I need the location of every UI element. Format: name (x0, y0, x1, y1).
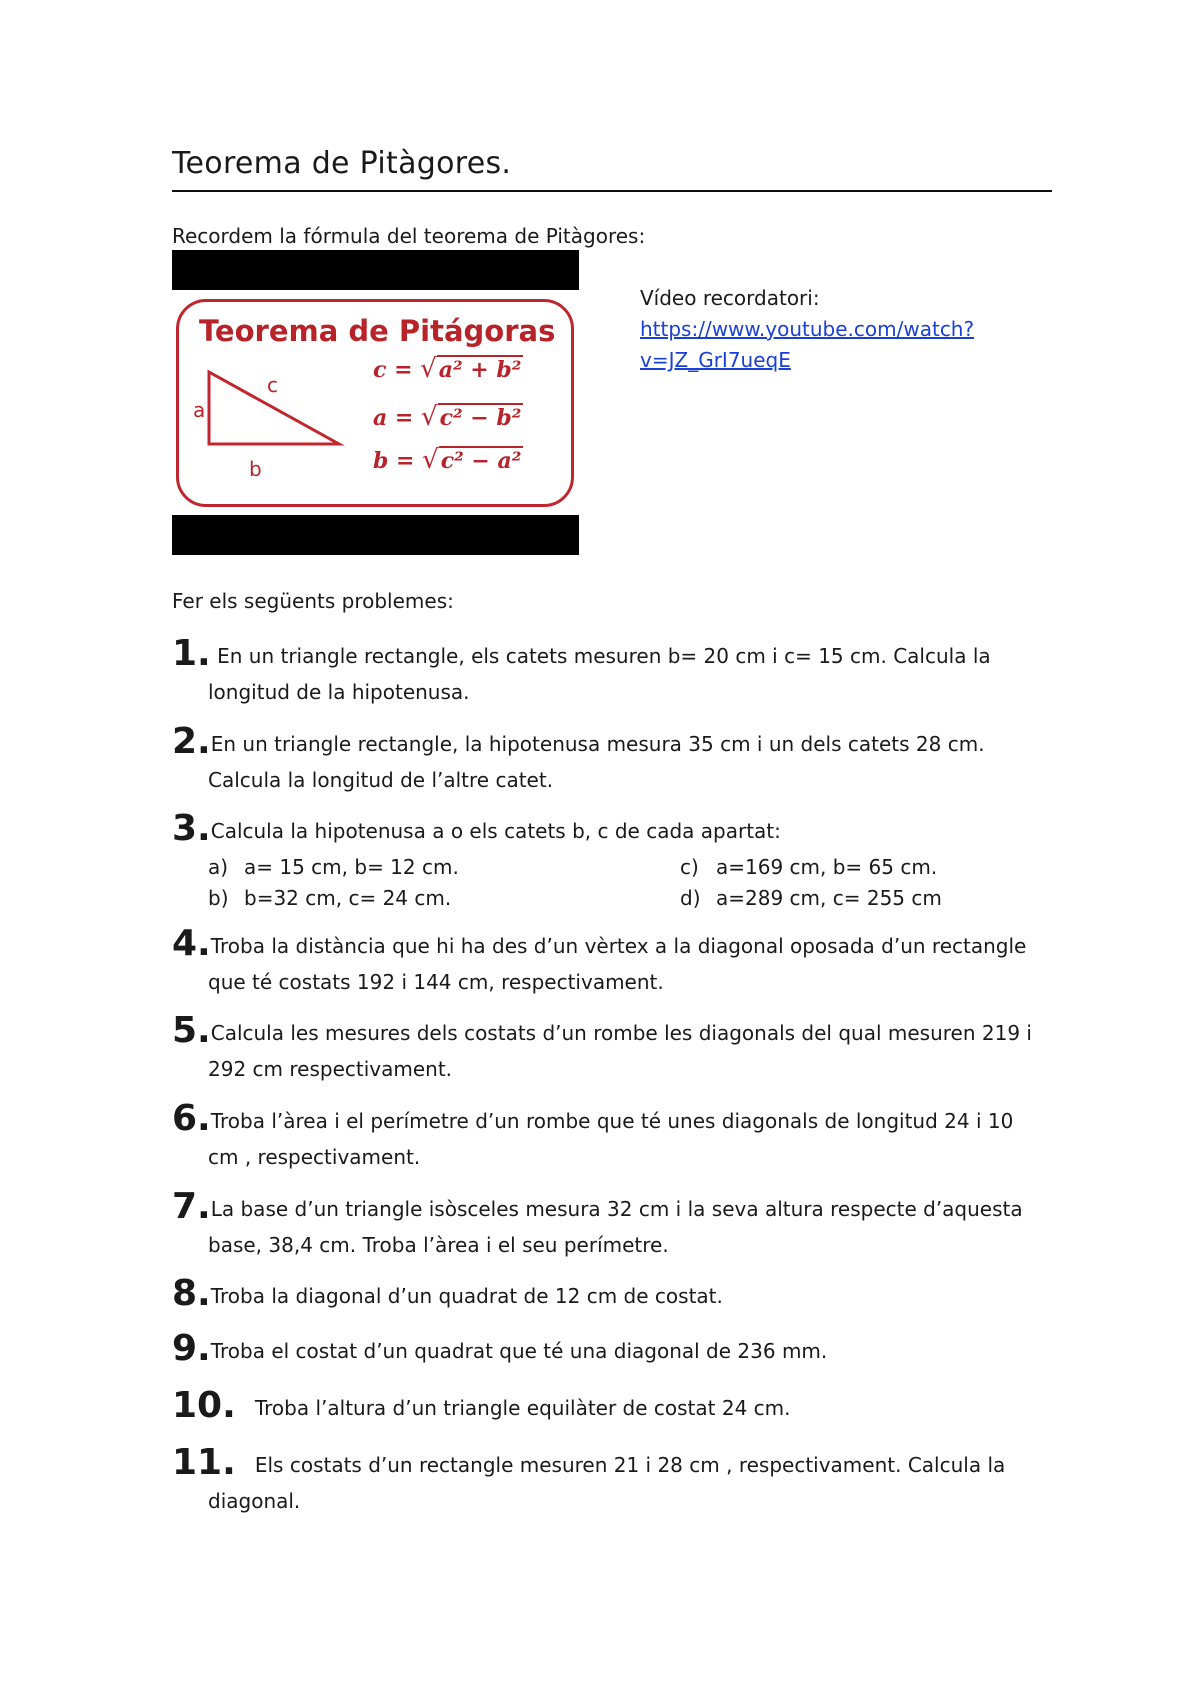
problem-number: 8. (172, 1273, 211, 1314)
subitem-b: b) b=32 cm, c= 24 cm. (208, 886, 452, 910)
problem-text: En un triangle rectangle, la hipotenusa mesura 35 cm i un dels catets 28 cm. (210, 732, 985, 756)
problem-number: 6. (172, 1098, 211, 1139)
problem-number: 11. (172, 1442, 236, 1483)
problem-text-cont: que té costats 192 i 144 cm, respectivament. (208, 970, 664, 994)
problem-2 (172, 721, 1052, 798)
figure-bottom-bar (172, 515, 579, 555)
problem-8 (172, 1273, 1052, 1314)
title-underline (172, 190, 1052, 192)
problem-text: Troba la diagonal d’un quadrat de 12 cm de costat. (210, 1284, 723, 1308)
pythagoras-figure (172, 250, 579, 555)
subitem-c: c) a=169 cm, b= 65 cm. (680, 855, 938, 879)
problem-number: 1. (172, 633, 211, 674)
figure-heading: Teorema de Pitágoras (199, 314, 556, 348)
formula-a: a = √c² − b² (373, 402, 522, 432)
problem-text: Els costats d’un rectangle mesuren 21 i 28 cm , respectivament. Calcula la (254, 1453, 1006, 1477)
problem-text-cont: base, 38,4 cm. Troba l’àrea i el seu perímetre. (208, 1233, 669, 1257)
task-intro: Fer els següents problemes: (172, 589, 454, 613)
formula-c: c = √a² + b² (373, 354, 522, 384)
problem-1 (172, 633, 1052, 710)
video-link[interactable]: https://www.youtube.com/watch? v=JZ_GrI7ueqE (640, 317, 975, 372)
label-b: b (249, 457, 262, 481)
problem-4 (172, 923, 1052, 1000)
problem-7 (172, 1186, 1052, 1263)
problem-text-cont: diagonal. (208, 1489, 301, 1513)
video-reference (640, 283, 974, 376)
problem-text-cont: cm , respectivament. (208, 1145, 421, 1169)
problem-text-cont: longitud de la hipotenusa. (208, 680, 470, 704)
problem-text-cont: 292 cm respectivament. (208, 1057, 453, 1081)
intro-text: Recordem la fórmula del teorema de Pitàgores: (172, 224, 646, 248)
formula-card (176, 299, 574, 507)
problem-number: 5. (172, 1010, 211, 1051)
problem-10 (172, 1385, 1052, 1426)
label-c: c (267, 373, 278, 397)
problem-number: 10. (172, 1385, 236, 1426)
problem-5 (172, 1010, 1052, 1087)
subitem-d: d) a=289 cm, c= 255 cm (680, 886, 942, 910)
document-page (172, 0, 1052, 1698)
problem-3 (172, 808, 1052, 849)
problem-text-cont: Calcula la longitud de l’altre catet. (208, 768, 554, 792)
figure-top-bar (172, 250, 579, 290)
problem-6 (172, 1098, 1052, 1175)
problem-text: Calcula la hipotenusa a o els catets b, c de cada apartat: (210, 819, 781, 843)
problem-text: Calcula les mesures dels costats d’un rombe les diagonals del qual mesuren 219 i (210, 1021, 1032, 1045)
video-label: Vídeo recordatori: (640, 286, 820, 310)
problem-text: Troba la distància que hi ha des d’un vèrtex a la diagonal oposada d’un rectangle (210, 934, 1027, 958)
problem-11 (172, 1442, 1052, 1519)
problem-text: En un triangle rectangle, els catets mesuren b= 20 cm i c= 15 cm. Calcula la (217, 644, 991, 668)
problem-number: 3. (172, 808, 211, 849)
problem-text: Troba l’altura d’un triangle equilàter de costat 24 cm. (254, 1396, 791, 1420)
problem-9 (172, 1328, 1052, 1369)
label-a: a (193, 398, 206, 422)
problem-text: La base d’un triangle isòsceles mesura 32 cm i la seva altura respecte d’aquesta (210, 1197, 1023, 1221)
formula-b: b = √c² − a² (373, 445, 522, 475)
page-title: Teorema de Pitàgores. (172, 146, 512, 181)
problem-number: 4. (172, 923, 211, 964)
problem-text: Troba l’àrea i el perímetre d’un rombe que té unes diagonals de longitud 24 i 10 (210, 1109, 1014, 1133)
subitem-a: a) a= 15 cm, b= 12 cm. (208, 855, 459, 879)
problem-number: 7. (172, 1186, 211, 1227)
problem-text: Troba el costat d’un quadrat que té una diagonal de 236 mm. (210, 1339, 828, 1363)
problem-number: 2. (172, 721, 211, 762)
problem-number: 9. (172, 1328, 211, 1369)
